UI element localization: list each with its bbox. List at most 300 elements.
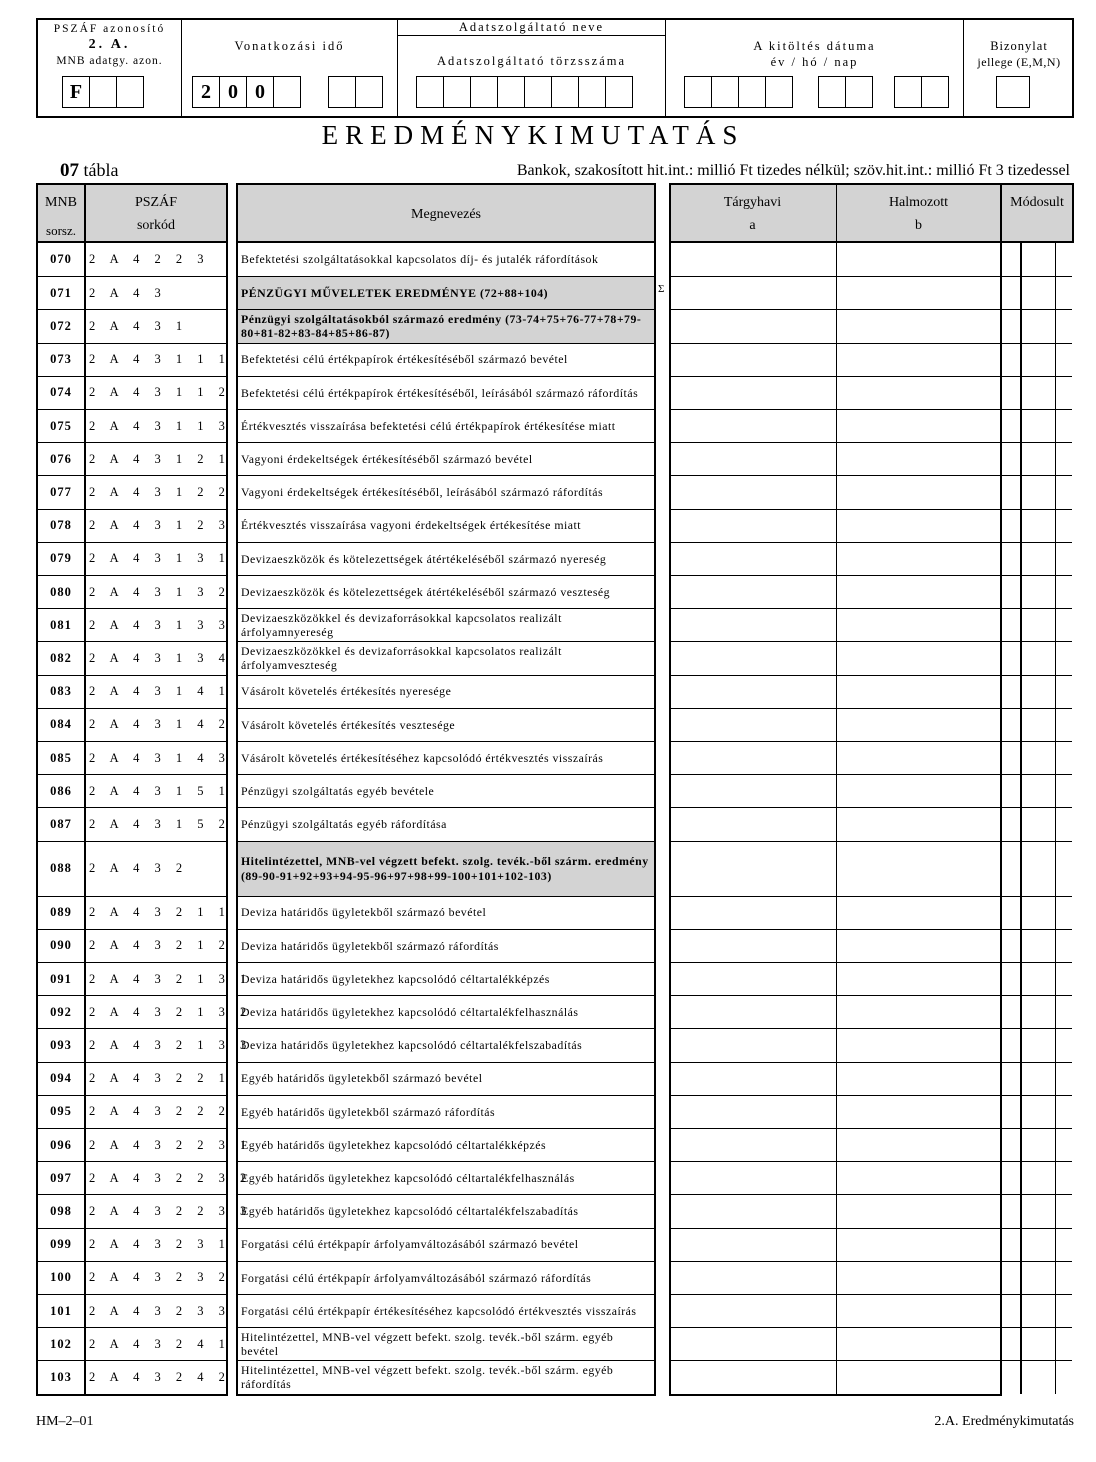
row-megnevezes: Hitelintézettel, MNB-vel végzett befekt. szolg. tevék.-ből szárm. eredmény (89-90-91+92+93+94-95-96+97+98+99-100+101+102-103)	[238, 842, 654, 896]
modosult-cell[interactable]	[1020, 676, 1056, 708]
targyhavi-cell[interactable]	[671, 410, 836, 442]
page-title: EREDMÉNYKIMUTATÁS	[321, 120, 745, 150]
row-megnevezes: Egyéb határidős ügyletekhez kapcsolódó céltartalékképzés	[241, 1137, 547, 1152]
row-sorkod: 2 A 4 3 1 3 2	[89, 584, 231, 599]
halmozott-cell[interactable]	[837, 642, 1000, 674]
table-row	[238, 841, 654, 896]
table-row	[1002, 807, 1072, 840]
table-number-value: 07	[60, 160, 79, 181]
table-row	[86, 343, 231, 376]
table-row	[1002, 1294, 1072, 1327]
row-sorsz: 101	[50, 1303, 72, 1318]
row-sorsz: 095	[50, 1104, 72, 1119]
modosult-cell[interactable]	[1020, 1029, 1056, 1061]
table-row	[1002, 1360, 1072, 1393]
table-row	[1002, 309, 1072, 342]
row-megnevezes: Deviza határidős ügyletekhez kapcsolódó céltartalékképzés	[241, 971, 550, 986]
table-row	[238, 1095, 654, 1128]
targyhavi-cell[interactable]	[671, 1328, 836, 1360]
table-word: tábla	[83, 160, 119, 180]
table-row	[238, 962, 654, 995]
table-row	[671, 442, 1000, 475]
modosult-cell[interactable]	[1020, 1063, 1056, 1095]
torzsszam-box-6[interactable]	[551, 76, 579, 108]
halmozott-cell[interactable]	[837, 676, 1000, 708]
halmozott-cell[interactable]	[837, 742, 1000, 774]
row-sorkod: 2 A 4 3 1 5 2	[89, 816, 231, 831]
row-megnevezes: Devizaeszközök és kötelezettségek átértékeléséből származó veszteség	[241, 584, 611, 599]
table-row	[86, 774, 231, 807]
footer-form-code: HM–2–01	[36, 1414, 94, 1429]
row-megnevezes: Forgatási célú értékpapír árfolyamváltozásából származó ráfordítás	[241, 1270, 592, 1285]
halmozott-cell[interactable]	[837, 243, 1000, 276]
row-sorkod: 2 A 4 3 2 1 3 3	[89, 1037, 253, 1052]
megnevezes-column-header	[238, 185, 654, 243]
row-megnevezes: Vásárolt követelés értékesítéséhez kapcsolódó értékvesztés visszaírás	[241, 750, 604, 765]
month-digit-1[interactable]	[328, 76, 356, 108]
mnb-column-header	[38, 185, 84, 243]
targyhavi-cell[interactable]	[671, 1361, 836, 1393]
row-sorkod: 2 A 4 3 1 1 2	[89, 385, 231, 400]
date-year-box-1[interactable]	[684, 76, 712, 108]
row-sorsz: 089	[50, 905, 72, 920]
targyhavi-cell[interactable]	[671, 510, 836, 542]
modosult-cell[interactable]	[1020, 543, 1056, 575]
targyhavi-cell[interactable]	[671, 243, 836, 276]
table-row	[238, 1161, 654, 1194]
row-megnevezes: Befektetési szolgáltatásokkal kapcsolatos díj- és jutalék ráfordítások	[241, 252, 599, 267]
table-row	[38, 376, 84, 409]
modosult-cell[interactable]	[1020, 642, 1056, 674]
table-row	[86, 1228, 231, 1261]
table-row	[671, 343, 1000, 376]
targyhavi-cell[interactable]	[671, 1063, 836, 1095]
date-year-box-3[interactable]	[738, 76, 766, 108]
halmozott-cell[interactable]	[837, 1361, 1000, 1393]
row-sorkod: 2 A 4 3 2 3 3	[89, 1303, 231, 1318]
modosult-cell[interactable]	[1020, 1328, 1056, 1360]
halmozott-cell[interactable]	[837, 277, 1000, 309]
modosult-cell[interactable]	[1020, 1096, 1056, 1128]
unit-note: Bankok, szakosított hit.int.: millió Ft tizedes nélkül; szöv.hit.int.: millió Ft 3 tizedessel	[516, 162, 1070, 179]
halmozott-cell[interactable]	[837, 543, 1000, 575]
row-megnevezes: Deviza határidős ügyletekből származó bevétel	[241, 905, 487, 920]
halmozott-cell[interactable]	[837, 310, 1000, 342]
modosult-cell[interactable]	[1020, 1229, 1056, 1261]
table-row	[238, 309, 654, 342]
row-megnevezes: Pénzügyi szolgáltatásokból származó eredmény (73-74+75+76-77+78+79-80+81-82+83-84+85+86-87)	[238, 310, 654, 342]
table-row	[86, 1062, 231, 1095]
row-sorkod: 2 A 4 3 2 4 1	[89, 1336, 231, 1351]
table-row	[1002, 675, 1072, 708]
row-sorsz: 083	[50, 684, 72, 699]
table-row	[238, 475, 654, 508]
mnb-sorsz-column	[36, 183, 86, 1396]
nev-rows	[238, 243, 654, 1394]
modosult-cell[interactable]	[1020, 897, 1056, 929]
row-sorsz: 080	[50, 584, 72, 599]
table-row	[38, 608, 84, 641]
table-row	[38, 841, 84, 896]
table-row	[671, 929, 1000, 962]
modosult-cell[interactable]	[1020, 709, 1056, 741]
halmozott-cell[interactable]	[837, 930, 1000, 962]
table-row	[1002, 841, 1072, 896]
table-row	[38, 995, 84, 1028]
pszaf-column-header	[86, 185, 226, 243]
table-row	[1002, 442, 1072, 475]
modosult-cell[interactable]	[1020, 808, 1056, 840]
row-sorkod: 2 A 4 3 1 4 3	[89, 750, 231, 765]
row-sorsz: 070	[50, 252, 72, 267]
modosult-cell[interactable]	[1020, 377, 1056, 409]
mnb-id-box-3[interactable]	[116, 76, 144, 108]
table-row	[1002, 1228, 1072, 1261]
table-row	[238, 1062, 654, 1095]
targyhavi-cell[interactable]	[671, 1029, 836, 1061]
halmozott-cell[interactable]	[837, 1229, 1000, 1261]
table-row	[1002, 774, 1072, 807]
halmozott-cell[interactable]	[837, 1295, 1000, 1327]
row-sorsz: 074	[50, 385, 72, 400]
sorsz-header-label: sorsz.	[46, 223, 76, 238]
modosult-cell[interactable]	[1020, 930, 1056, 962]
bizonylat-box[interactable]	[996, 76, 1030, 108]
table-row	[671, 1327, 1000, 1360]
table-row	[238, 807, 654, 840]
targyhavi-cell[interactable]	[671, 476, 836, 508]
targyhavi-cell[interactable]	[671, 897, 836, 929]
table-row	[238, 1360, 654, 1393]
modosult-cell[interactable]	[1020, 609, 1056, 641]
modosult-cell[interactable]	[1020, 410, 1056, 442]
year-digit-4[interactable]	[273, 76, 301, 108]
targyhavi-cell[interactable]	[671, 808, 836, 840]
row-sorsz: 085	[50, 750, 72, 765]
table-row	[1002, 409, 1072, 442]
targyhavi-cell[interactable]	[671, 996, 836, 1028]
halmozott-cell[interactable]	[837, 963, 1000, 995]
row-sorkod: 2 A 4 3 2 2 3 2	[89, 1170, 253, 1185]
modosult-cell[interactable]	[1020, 1162, 1056, 1194]
modosult-cell[interactable]	[1020, 996, 1056, 1028]
table-row	[671, 675, 1000, 708]
table-row	[38, 675, 84, 708]
row-megnevezes: Devizaeszközökkel és devizaforrásokkal kapcsolatos realizált árfolyamveszteség	[241, 643, 562, 673]
table-row	[238, 1294, 654, 1327]
adatszolg-torzsszam-label: Adatszolgáltató törzsszáma	[436, 54, 627, 68]
torzsszam-box-3[interactable]	[470, 76, 498, 108]
targyhavi-cell[interactable]	[671, 1162, 836, 1194]
modosult-cell[interactable]	[1020, 476, 1056, 508]
torzsszam-box-1[interactable]	[416, 76, 444, 108]
table-row	[1002, 475, 1072, 508]
modosult-cell[interactable]	[1020, 344, 1056, 376]
table-row	[38, 542, 84, 575]
modosult-cell[interactable]	[1020, 842, 1056, 896]
row-megnevezes: Forgatási célú értékpapír értékesítéséhez kapcsolódó értékvesztés visszaírás	[241, 1303, 637, 1318]
row-megnevezes: Forgatási célú értékpapír árfolyamváltozásából származó bevétel	[241, 1237, 579, 1252]
targyhavi-cell[interactable]	[671, 1295, 836, 1327]
table-row	[1002, 1161, 1072, 1194]
table-row	[671, 1128, 1000, 1161]
row-megnevezes: Értékvesztés visszaírása vagyoni érdekeltségek értékesítése miatt	[241, 518, 582, 533]
table-row	[38, 509, 84, 542]
table-row	[671, 1261, 1000, 1294]
halmozott-cell[interactable]	[837, 1129, 1000, 1161]
table-row	[671, 276, 1000, 309]
table-row	[38, 243, 84, 276]
torzsszam-box-8[interactable]	[605, 76, 633, 108]
targyhavi-cell[interactable]	[671, 1229, 836, 1261]
table-row	[38, 1327, 84, 1360]
date-day-box-1[interactable]	[894, 76, 922, 108]
table-row	[38, 343, 84, 376]
modosult-cell[interactable]	[1020, 1129, 1056, 1161]
row-sorsz: 097	[50, 1170, 72, 1185]
table-row	[38, 1360, 84, 1393]
targyhavi-cell[interactable]	[671, 443, 836, 475]
halmozott-cell[interactable]	[837, 1328, 1000, 1360]
halmozott-cell[interactable]	[837, 808, 1000, 840]
targyhavi-cell[interactable]	[671, 1262, 836, 1294]
halmozott-cell[interactable]	[837, 775, 1000, 807]
table-row	[238, 1194, 654, 1227]
targyhavi-cell[interactable]	[671, 642, 836, 674]
modosult-cell[interactable]	[1020, 510, 1056, 542]
table-row	[238, 641, 654, 674]
halmozott-cell[interactable]	[837, 510, 1000, 542]
table-row	[38, 1062, 84, 1095]
targyhavi-cell[interactable]	[671, 543, 836, 575]
targyhavi-cell[interactable]	[671, 709, 836, 741]
row-sorsz: 096	[50, 1137, 72, 1152]
table-row	[238, 542, 654, 575]
targyhavi-cell[interactable]	[671, 377, 836, 409]
halmozott-cell[interactable]	[837, 1195, 1000, 1227]
row-sorkod: 2 A 4 3 1 2 3	[89, 518, 231, 533]
row-sorsz: 073	[50, 352, 72, 367]
row-sorkod: 2 A 4 3 1 3 4	[89, 650, 231, 665]
table-row	[86, 1261, 231, 1294]
row-sorsz: 072	[50, 318, 72, 333]
targyhavi-cell[interactable]	[671, 842, 836, 896]
table-row	[86, 1294, 231, 1327]
modosult-cell[interactable]	[1020, 1262, 1056, 1294]
targyhavi-cell[interactable]	[671, 1096, 836, 1128]
vonatkozasi-ido-cell	[182, 20, 398, 116]
bizonylat-cell	[964, 20, 1074, 116]
table-row	[671, 807, 1000, 840]
table-row	[238, 575, 654, 608]
table-row	[86, 608, 231, 641]
pszaf-code: 2. A.	[88, 37, 131, 52]
halmozott-cell[interactable]	[837, 576, 1000, 608]
row-sorkod: 2 A 4 3 1 2 2	[89, 484, 231, 499]
table-row	[1002, 1028, 1072, 1061]
halmozott-cell[interactable]	[837, 410, 1000, 442]
targyhavi-cell[interactable]	[671, 344, 836, 376]
row-megnevezes: Egyéb határidős ügyletekből származó ráfordítás	[241, 1104, 496, 1119]
halmozott-cell[interactable]	[837, 1029, 1000, 1061]
row-sorkod: 2 A 4 3 1 3 3	[89, 617, 231, 632]
row-megnevezes: Vagyoni érdekeltségek értékesítéséből, leírásából származó ráfordítás	[241, 485, 604, 500]
table-row	[86, 309, 226, 342]
row-sorsz: 099	[50, 1237, 72, 1252]
table-row	[1002, 929, 1072, 962]
halmozott-cell[interactable]	[837, 377, 1000, 409]
row-sorsz: 091	[50, 971, 72, 986]
row-megnevezes: Deviza határidős ügyletekhez kapcsolódó céltartalékfelhasználás	[241, 1005, 579, 1020]
halmozott-cell[interactable]	[837, 996, 1000, 1028]
table-row	[671, 708, 1000, 741]
table-row	[238, 929, 654, 962]
table-row	[671, 1228, 1000, 1261]
table-row	[38, 708, 84, 741]
modosult-cell[interactable]	[1020, 310, 1056, 342]
table-row	[38, 276, 84, 309]
row-sorkod: 2 A 4 3 1 2 1	[89, 451, 231, 466]
table-row	[86, 575, 231, 608]
mnb-id-box-1[interactable]: F	[62, 76, 90, 108]
torzsszam-box-7[interactable]	[578, 76, 606, 108]
kitoltes-label: A kitöltés dátuma	[753, 39, 876, 53]
table-row	[38, 641, 84, 674]
table-row	[1002, 995, 1072, 1028]
table-row	[86, 807, 231, 840]
targyhavi-cell[interactable]	[671, 576, 836, 608]
table-row	[86, 509, 231, 542]
modosult-cell[interactable]	[1020, 742, 1056, 774]
halmozott-cell[interactable]	[837, 609, 1000, 641]
date-day-box-2[interactable]	[921, 76, 949, 108]
row-sorkod: 2 A 4 3 2 2 1	[89, 1071, 231, 1086]
sorkod-header-label: sorkód	[136, 218, 176, 233]
targyhavi-cell[interactable]	[671, 1129, 836, 1161]
table-row	[86, 962, 253, 995]
modosult-cell[interactable]	[1020, 1361, 1056, 1393]
table-row	[86, 1360, 231, 1393]
row-sorkod: 2 A 4 3 2 1 2	[89, 938, 231, 953]
targyhavi-cell[interactable]	[671, 310, 836, 342]
row-megnevezes: Pénzügyi szolgáltatás egyéb bevétele	[241, 784, 435, 799]
row-megnevezes: Értékvesztés visszaírása befektetési célú értékpapírok értékesítése miatt	[241, 418, 616, 433]
table-row	[38, 896, 84, 929]
row-sorsz: 082	[50, 650, 72, 665]
modosult-cell[interactable]	[1020, 1295, 1056, 1327]
table-row	[38, 1294, 84, 1327]
mnb-id-box-2[interactable]	[89, 76, 117, 108]
kitoltes-sub-label: év / hó / nap	[770, 55, 859, 69]
row-megnevezes: Pénzügyi szolgáltatás egyéb ráfordítása	[241, 817, 447, 832]
halmozott-cell[interactable]	[837, 709, 1000, 741]
halmozott-cell[interactable]	[837, 1063, 1000, 1095]
table-row	[38, 1128, 84, 1161]
modosult-cell[interactable]	[1020, 775, 1056, 807]
table-row	[38, 774, 84, 807]
targyhavi-cell[interactable]	[671, 742, 836, 774]
table-row	[86, 409, 231, 442]
torzsszam-box-5[interactable]	[524, 76, 552, 108]
table-row	[671, 641, 1000, 674]
table-row	[86, 675, 231, 708]
table-row	[238, 1128, 654, 1161]
halmozott-cell[interactable]	[837, 476, 1000, 508]
row-sorsz: 103	[50, 1369, 72, 1384]
date-year-box-2[interactable]	[711, 76, 739, 108]
table-row	[671, 896, 1000, 929]
table-row	[671, 841, 1000, 896]
halmozott-cell[interactable]	[837, 344, 1000, 376]
table-row	[671, 542, 1000, 575]
modosult-cell[interactable]	[1020, 1195, 1056, 1227]
year-digit-3[interactable]: 0	[246, 76, 274, 108]
row-sorsz: 087	[50, 816, 72, 831]
table-row	[238, 995, 654, 1028]
targyhavi-cell[interactable]	[671, 775, 836, 807]
table-row	[671, 1360, 1000, 1393]
targyhavi-cell[interactable]	[671, 676, 836, 708]
row-sorkod: 2 A 4 3 2 3 1	[89, 1237, 231, 1252]
row-sorkod: 2 A 4 3 1 3 1	[89, 551, 231, 566]
modosult-column-header	[1002, 185, 1072, 243]
table-row	[38, 475, 84, 508]
targyhavi-cell[interactable]	[671, 930, 836, 962]
row-megnevezes: Befektetési célú értékpapírok értékesítéséből, leírásából származó ráfordítás	[241, 385, 639, 400]
modosult-cell[interactable]	[1020, 963, 1056, 995]
halmozott-cell[interactable]	[837, 1096, 1000, 1128]
bizonylat-label: Bizonylat	[990, 39, 1048, 53]
targyhavi-cell[interactable]	[671, 1195, 836, 1227]
modosult-cell[interactable]	[1020, 277, 1056, 309]
row-megnevezes: Egyéb határidős ügyletekből származó bevétel	[241, 1071, 483, 1086]
table-row	[238, 509, 654, 542]
modosult-cell[interactable]	[1020, 243, 1056, 276]
row-megnevezes: Devizaeszközök és kötelezettségek átértékeléséből származó nyereség	[241, 551, 607, 566]
table-row	[671, 243, 1000, 276]
torzsszam-box-4[interactable]	[497, 76, 525, 108]
targyhavi-cell[interactable]	[671, 277, 836, 309]
row-megnevezes: Devizaeszközökkel és devizaforrásokkal kapcsolatos realizált árfolyamnyereség	[241, 610, 562, 640]
targyhavi-header-label: Tárgyhavi	[723, 195, 782, 210]
halmozott-header-label: Halmozott	[888, 195, 949, 210]
halmozott-cell[interactable]	[837, 1262, 1000, 1294]
halmozott-cell[interactable]	[837, 1162, 1000, 1194]
modosult-cell[interactable]	[1020, 576, 1056, 608]
year-digit-2[interactable]: 0	[219, 76, 247, 108]
halmozott-cell[interactable]	[837, 443, 1000, 475]
month-digit-2[interactable]	[355, 76, 383, 108]
table-row	[238, 243, 654, 276]
modosult-cell[interactable]	[1020, 443, 1056, 475]
targyhavi-cell[interactable]	[671, 963, 836, 995]
targyhavi-cell[interactable]	[671, 609, 836, 641]
table-row	[86, 376, 231, 409]
date-year-box-4[interactable]	[765, 76, 793, 108]
row-megnevezes: Befektetési célú értékpapírok értékesítéséből származó bevétel	[241, 352, 568, 367]
halmozott-cell[interactable]	[837, 842, 1000, 896]
table-row	[38, 807, 84, 840]
megnevezes-header-label: Megnevezés	[411, 207, 481, 222]
table-row	[671, 1294, 1000, 1327]
halmozott-cell[interactable]	[837, 897, 1000, 929]
table-row	[1002, 741, 1072, 774]
date-month-box-1[interactable]	[818, 76, 846, 108]
year-digit-1[interactable]: 2	[192, 76, 220, 108]
value-rows	[671, 243, 1000, 1394]
date-month-box-2[interactable]	[845, 76, 873, 108]
torzsszam-box-2[interactable]	[443, 76, 471, 108]
